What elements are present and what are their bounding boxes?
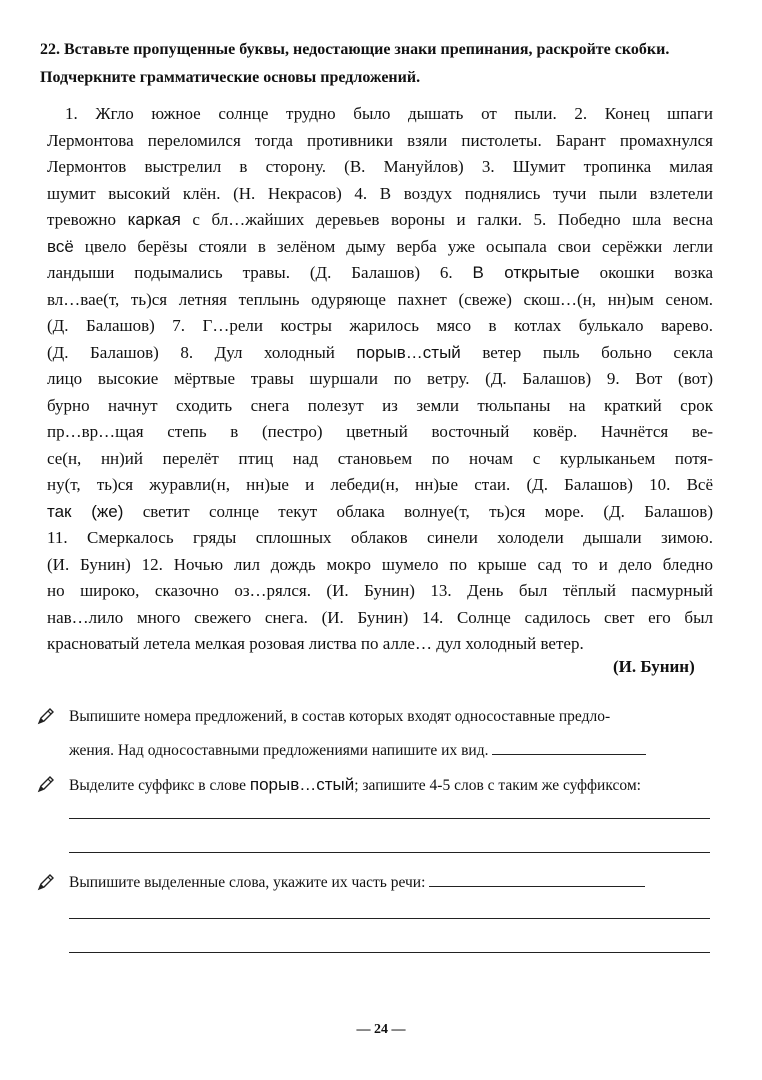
task-2-text-after: ; запишите 4-5 слов с таким же суффиксом:: [354, 777, 641, 794]
heading-line-2: Подчеркните грамматические основы предложений.: [40, 69, 421, 86]
text-segment: ветер пыль больно секла: [460, 342, 713, 362]
task-2-word: порыв…стый: [249, 775, 355, 794]
text-line: [47, 552, 713, 579]
answer-line-2b[interactable]: [69, 852, 710, 853]
text-segment: 1. Жгло южное солнце трудно было дышать от пыли. 2. Конец шпаги: [65, 104, 713, 123]
text-segment: с бл…жайших деревьев вороны и галки. 5. Победно шла весна: [180, 210, 713, 229]
highlighted-word: порыв…стый: [356, 342, 461, 362]
answer-field-1[interactable]: [492, 740, 646, 755]
text-segment: ландыши подымались травы. (Д. Балашов) 6.: [47, 263, 473, 282]
text-line: [47, 234, 713, 261]
text-segment: (Д. Балашов) 8. Дул холодный: [47, 342, 357, 362]
exercise-heading: [40, 36, 730, 92]
task-1-line-1: Выпишите номера предложений, в состав которых входят односоставные предло-: [69, 708, 611, 725]
text-line: [47, 525, 713, 552]
highlighted-word: В открытые: [472, 263, 580, 282]
text-segment: цвело берёзы стояли в зелёном дыму верба уже осыпала свои серёжки легли: [73, 236, 713, 256]
text-line: [47, 154, 713, 181]
pencil-icon: [36, 706, 56, 726]
heading-line-1: 22. Вставьте пропущенные буквы, недостающие знаки препинания, раскройте скобки.: [40, 41, 670, 58]
task-3: [36, 866, 712, 900]
text-line: [47, 366, 713, 393]
answer-field-3[interactable]: [429, 872, 645, 887]
text-segment: но широко, сказочно оз…рялся. (И. Бунин) 13. День был тёплый пасмурный: [47, 581, 713, 600]
text-segment: ну(т, ть)ся журавли(н, нн)ые и лебеди(н, нн)ые стаи. (Д. Балашов) 10. Всё: [47, 475, 713, 494]
text-segment: красноватый летела мелкая розовая листва по алле… дул холодный ветер.: [47, 634, 584, 653]
text-segment: 11. Смеркалось гряды сплошных облаков синели холодели дышали зимою.: [47, 528, 713, 547]
text-segment: бурно начнут сходить снега полезут из земли тюльпаны на краткий срок: [47, 395, 713, 415]
text-line: [47, 260, 713, 287]
text-line: [47, 605, 713, 632]
task-2-text-before: Выделите суффикс в слове: [69, 777, 250, 794]
text-segment: Лермонтова переломился тогда противники взяли пистолеты. Барант промахнулся: [47, 130, 713, 150]
text-line: [47, 631, 713, 658]
text-line: [47, 393, 713, 420]
text-line: [47, 207, 713, 234]
task-1-line-2: жения. Над односоставными предложениями напишите их вид.: [69, 742, 489, 759]
text-segment: окошки возка: [579, 263, 714, 282]
text-segment: се(н, нн)ий перелёт птиц над становьем по ночам с курлыканьем потя-: [47, 448, 713, 468]
task-2: [36, 768, 712, 803]
answer-line-3a[interactable]: [69, 918, 710, 919]
text-segment: вл…вае(т, ть)ся летняя теплынь одуряюще пахнет (свеже) скош…(н, нн)ым сеном.: [47, 289, 713, 309]
text-segment: тревожно: [47, 210, 128, 229]
pencil-icon: [36, 872, 56, 892]
task-1: [36, 700, 712, 768]
text-line: [47, 419, 713, 446]
text-segment: светит солнце текут облака волнуе(т, ть)ся море. (Д. Балашов): [123, 501, 713, 521]
answer-line-2a[interactable]: [69, 818, 710, 819]
pencil-icon: [36, 774, 56, 794]
answer-line-3b[interactable]: [69, 952, 710, 953]
text-segment: (И. Бунин) 12. Ночью лил дождь мокро шумело по крыше сад то и дело бледно: [47, 554, 713, 574]
text-line: [47, 287, 713, 314]
text-segment: лицо высокие мёртвые травы шуршали по ветру. (Д. Балашов) 9. Вот (вот): [47, 369, 713, 388]
text-line: [47, 578, 713, 605]
text-line: [47, 499, 713, 526]
text-segment: (Д. Балашов) 7. Г…рели костры жарилось мясо в котлах булькало варево.: [47, 316, 713, 335]
text-line: [47, 340, 713, 367]
text-line: [47, 128, 713, 155]
text-line: [47, 181, 713, 208]
text-line: [47, 101, 713, 128]
final-author: (И. Бунин): [613, 657, 695, 676]
page-number: — 24 —: [356, 1022, 406, 1037]
highlighted-word: так (же): [47, 501, 124, 521]
task-3-text: Выпишите выделенные слова, укажите их часть речи:: [69, 874, 426, 891]
text-segment: Лермонтов выстрелил в сторону. (В. Мануйлов) 3. Шумит тропинка милая: [47, 157, 713, 176]
highlighted-word: всё: [47, 236, 74, 256]
highlighted-word: каркая: [127, 210, 181, 229]
exercise-text: [47, 101, 713, 658]
text-line: [47, 313, 713, 340]
text-line: [47, 472, 713, 499]
text-segment: нав…лило много свежего снега. (И. Бунин) 14. Солнце садилось свет его был: [47, 607, 713, 627]
text-segment: пр…вр…щая степь в (пестро) цветный восточный ковёр. Начнётся ве-: [47, 422, 713, 441]
text-segment: шумит высокий клён. (Н. Некрасов) 4. В воздух поднялись тучи пыли взлетели: [47, 183, 713, 203]
text-line: [47, 446, 713, 473]
